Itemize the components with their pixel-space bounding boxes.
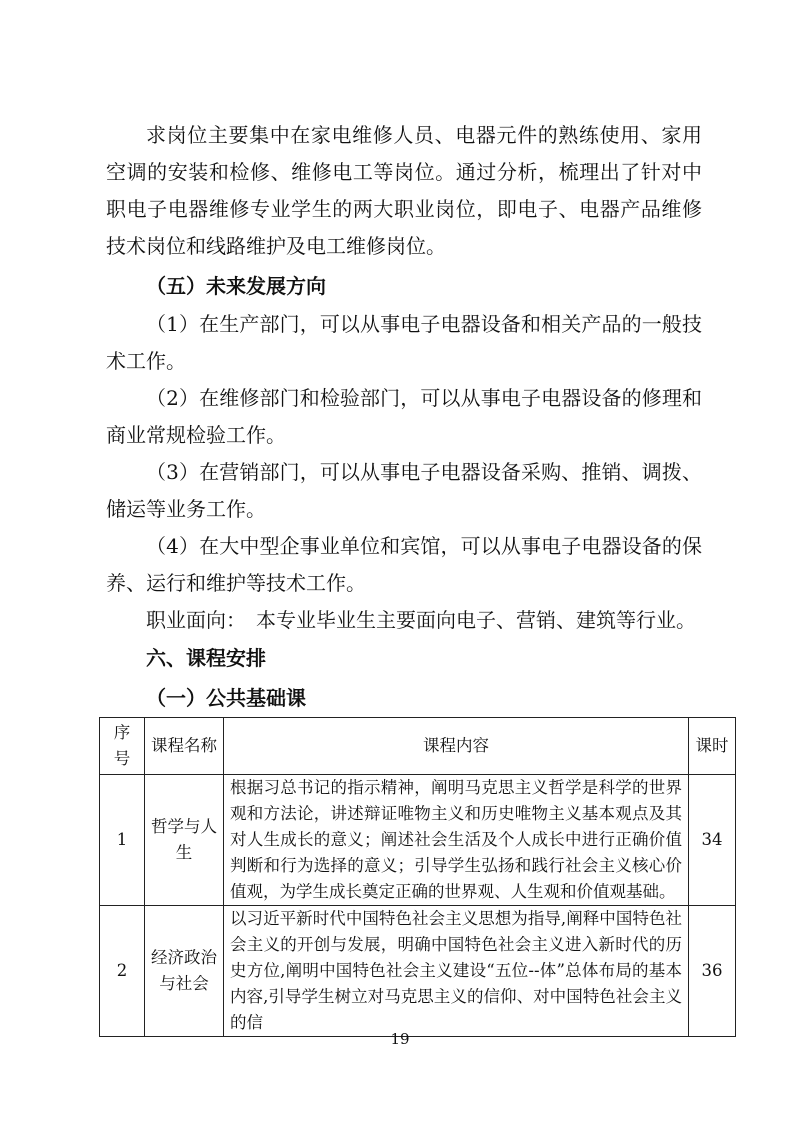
- paragraph-item-2: （2）在维修部门和检验部门，可以从事电子电器设备的修理和商业常规检验工作。: [106, 386, 702, 447]
- table-row: [100, 775, 736, 906]
- table-header-row: [100, 718, 736, 775]
- cell-no: 2: [100, 906, 145, 1037]
- heading-public-basic-courses: （一）公共基础课: [146, 686, 306, 710]
- header-course-content: 课程内容: [224, 718, 689, 775]
- paragraph-item-4: （4）在大中型企事业单位和宾馆，可以从事电子电器设备的保养、运行和维护等技术工作。: [106, 534, 702, 595]
- heading-course-arrangement: 六、课程安排: [146, 646, 266, 670]
- page-number: 19: [390, 1030, 410, 1048]
- cell-no: 1: [100, 775, 145, 906]
- cell-course-content: 根据习总书记的指示精神，阐明马克思主义哲学是科学的世界观和方法论，讲述辩证唯物主义和历史唯物主义基本观点及其对人生成长的意义；阐述社会生活及个人成长中进行正确价值判断和行为选择的意义；引导学生弘扬和践行社会主义核心价值观，为学生成长奠定正确的世界观、人生观和价值观基础。: [224, 775, 689, 906]
- heading-future-direction: （五）未来发展方向: [146, 274, 326, 298]
- paragraph-career: 职业面向： 本专业毕业生主要面向电子、营销、建筑等行业。: [146, 608, 696, 632]
- cell-course-name: 哲学与人生: [145, 775, 224, 906]
- cell-hours: 34: [689, 775, 736, 906]
- cell-course-content: 以习近平新时代中国特色社会主义思想为指导,阐释中国特色社会主义的开创与发展，明确中国特色社会主义进入新时代的历史方位,阐明中国特色社会主义建设“五位--体”总体布局的基本内容,引导学生树立对马克思主义的信仰、对中国特色社会主义的信: [224, 906, 689, 1037]
- cell-course-name: 经济政治与社会: [145, 906, 224, 1037]
- header-no: 序号: [100, 718, 145, 775]
- paragraph-intro: 求岗位主要集中在家电维修人员、电器元件的熟练使用、家用空调的安装和检修、维修电工等岗位。通过分析，梳理出了针对中职电子电器维修专业学生的两大职业岗位，即电子、电器产品维修技术岗位和线路维护及电工维修岗位。: [106, 123, 702, 258]
- header-hours: 课时: [689, 718, 736, 775]
- course-table: [99, 717, 736, 1037]
- paragraph-item-1: （1）在生产部门，可以从事电子电器设备和相关产品的一般技术工作。: [106, 312, 702, 373]
- header-course-name: 课程名称: [145, 718, 224, 775]
- cell-hours: 36: [689, 906, 736, 1037]
- table-row: [100, 906, 736, 1037]
- paragraph-item-3: （3）在营销部门，可以从事电子电器设备采购、推销、调拨、储运等业务工作。: [106, 460, 702, 521]
